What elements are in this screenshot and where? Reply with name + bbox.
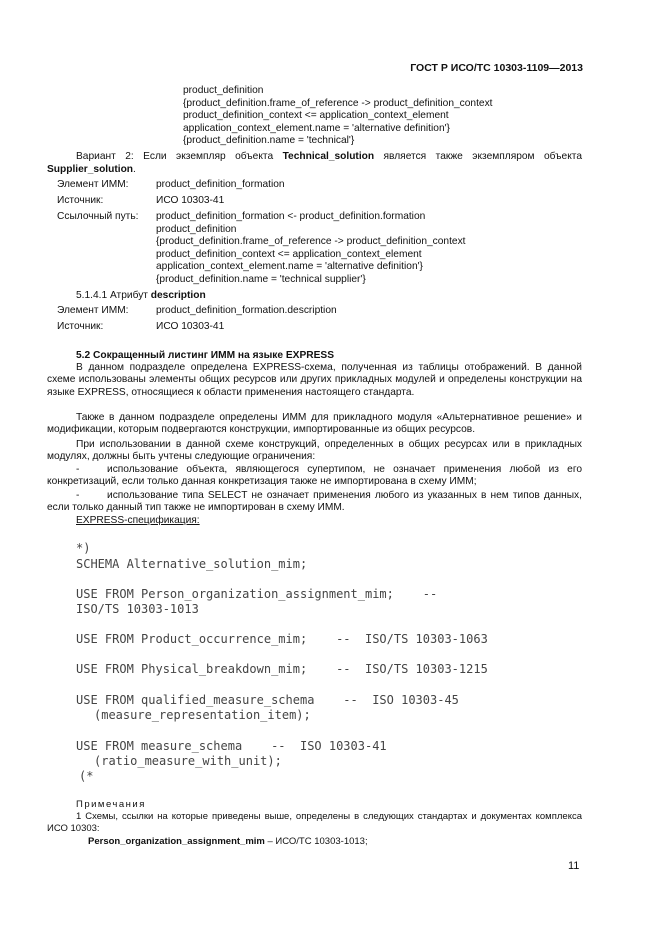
express-code-line: SCHEMA Alternative_solution_mim; — [76, 557, 308, 571]
mapping-label: Элемент ИММ: — [57, 305, 129, 316]
document-header: ГОСТ Р ИСО/ТС 10303-1109—2013 — [410, 62, 583, 74]
mapping-label: Источник: — [57, 321, 104, 332]
ref-path-line: {product_definition.frame_of_reference -> product_definition_context — [156, 236, 466, 247]
ref-path-line: product_definition_formation <- product_definition.formation — [156, 211, 426, 222]
bullet-item: использование объекта, являющегося супертипом, не означает применения любой из его конкретизаций, если только данная конкретизация также не импортирована в схему ИММ; — [47, 464, 582, 488]
express-code-line: *) — [76, 541, 91, 555]
express-code-line: USE FROM Product_occurrence_mim; -- ISO/TS 10303-1063 — [76, 632, 488, 646]
notes-title: Примечания — [76, 799, 146, 810]
ref-path-line: {product_definition.name = 'technical supplier'} — [156, 274, 366, 285]
note-item: 1 Схемы, ссылки на которые приведены выше, определены в следующих стандартах и документах комплекса ИСО 10303: — [47, 811, 582, 834]
express-code-line: (ratio_measure_with_unit); — [94, 754, 282, 768]
bullet-item: использование типа SELECT не означает применения любого из указанных в нем типов данных, если только данный тип также не импортирован в схему ИММ. — [47, 490, 582, 514]
bullet-marker: - — [76, 490, 80, 501]
code-line: {product_definition.frame_of_reference -> product_definition_context — [183, 98, 493, 109]
note-item: Person_organization_assignment_mim – ИСО/ТС 10303-1013; — [88, 836, 368, 847]
ref-path-line: product_definition_context <= application_context_element — [156, 249, 422, 260]
mapping-label: Элемент ИММ: — [57, 179, 129, 190]
variant-paragraph: Вариант 2: Если экземпляр объекта Technical_solution является также экземпляром объекта — [76, 151, 582, 162]
mapping-label: Ссылочный путь: — [57, 211, 139, 222]
variant-paragraph-cont: Supplier_solution. — [47, 164, 136, 175]
paragraph: В данном подразделе определена EXPRESS-схема, полученная из таблицы отображений. В данной схеме использованы элементы общих ресурсов или других прикладных модулей и определены конструкции на языке EXPRESS, относящиеся к области применения настоящего стандарта. — [47, 362, 582, 398]
mapping-value: product_definition_formation — [156, 179, 285, 190]
express-spec-label: EXPRESS-спецификация: — [76, 515, 200, 526]
mapping-value: product_definition_formation.description — [156, 305, 337, 316]
attribute-heading: 5.1.4.1 Атрибут description — [76, 290, 206, 301]
code-line: product_definition_context <= application_context_element — [183, 110, 449, 121]
express-code-line: USE FROM qualified_measure_schema -- ISO 10303-45 — [76, 693, 459, 707]
section-heading: 5.2 Сокращенный листинг ИММ на языке EXPRESS — [76, 350, 335, 361]
mapping-label: Источник: — [57, 195, 104, 206]
code-line: {product_definition.name = 'technical'} — [183, 135, 355, 146]
code-line: application_context_element.name = 'alternative definition'} — [183, 123, 450, 134]
bullet-marker: - — [76, 464, 80, 475]
express-code-line: (measure_representation_item); — [94, 708, 311, 722]
mapping-value: ИСО 10303-41 — [156, 321, 225, 332]
express-code-line: USE FROM measure_schema -- ISO 10303-41 — [76, 739, 387, 753]
code-line: product_definition — [183, 85, 264, 96]
ref-path-line: application_context_element.name = 'alternative definition'} — [156, 261, 423, 272]
mapping-value: ИСО 10303-41 — [156, 195, 225, 206]
paragraph: Также в данном подразделе определены ИММ для прикладного модуля «Альтернативное решение» и модификации, которым подвергаются конструкции, импортированные из общих ресурсов. — [47, 412, 582, 436]
ref-path-line: product_definition — [156, 224, 237, 235]
express-code-line: ISO/TS 10303-1013 — [76, 602, 199, 616]
paragraph: При использовании в данной схеме конструкций, определенных в общих ресурсах или в прикладных модулях, должны быть учтены следующие ограничения: — [47, 439, 582, 463]
page-number: 11 — [568, 860, 580, 872]
express-code-line: (* — [79, 769, 94, 783]
express-code-line: USE FROM Person_organization_assignment_mim; -- — [76, 587, 438, 601]
express-code-line: USE FROM Physical_breakdown_mim; -- ISO/TS 10303-1215 — [76, 662, 488, 676]
